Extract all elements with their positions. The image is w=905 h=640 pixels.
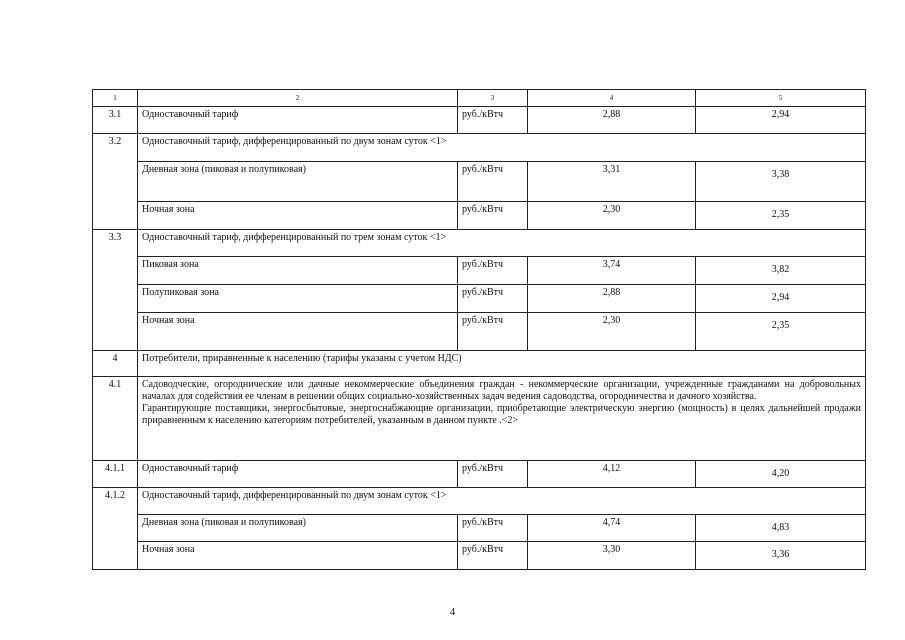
tariff-name: Одноставочный тариф, дифференцированный по двум зонам суток <1> bbox=[138, 134, 866, 162]
value-col4: 3,31 bbox=[528, 162, 696, 202]
table-row bbox=[93, 230, 866, 257]
value-col5: 2,94 bbox=[696, 285, 866, 313]
row-number: 3.1 bbox=[93, 107, 138, 134]
value-col5: 3,82 bbox=[696, 257, 866, 285]
value-col5: 3,38 bbox=[696, 162, 866, 202]
value-col4: 2,30 bbox=[528, 313, 696, 351]
table-row bbox=[93, 377, 866, 461]
unit-cell: руб./кВтч bbox=[458, 285, 528, 313]
value-col4: 2,30 bbox=[528, 202, 696, 230]
value-col5: 2,35 bbox=[696, 202, 866, 230]
table-row bbox=[93, 107, 866, 134]
value-col5: 4,83 bbox=[696, 515, 866, 542]
row-number: 4.1.2 bbox=[93, 488, 138, 570]
unit-cell: руб./кВтч bbox=[458, 542, 528, 570]
table-row bbox=[93, 134, 866, 162]
unit-cell: руб./кВтч bbox=[458, 202, 528, 230]
value-col4: 2,88 bbox=[528, 285, 696, 313]
column-number: 5 bbox=[696, 90, 866, 107]
unit-cell: руб./кВтч bbox=[458, 461, 528, 488]
section-title: Потребители, приравненные к населению (тарифы указаны с учетом НДС) bbox=[138, 351, 866, 377]
value-col4: 2,88 bbox=[528, 107, 696, 134]
description-paragraph: Садоводческие, огороднические или дачные некоммерческие объединения граждан - некоммерческие организации, учрежденные гражданами на добровольных началах для содействия ее членам в решении общих социально-хозяйственных задач ведения садоводства, огородничества и дачного хозяйства. bbox=[142, 379, 861, 402]
tariff-table bbox=[92, 89, 866, 570]
tariff-name: Одноставочный тариф, дифференцированный по двум зонам суток <1> bbox=[138, 488, 866, 515]
value-col4: 4,74 bbox=[528, 515, 696, 542]
unit-cell: руб./кВтч bbox=[458, 515, 528, 542]
consumer-description bbox=[138, 377, 866, 461]
column-number: 2 bbox=[138, 90, 458, 107]
value-col5: 4,20 bbox=[696, 461, 866, 488]
row-number: 4.1 bbox=[93, 377, 138, 461]
tariff-name: Ночная зона bbox=[138, 202, 458, 230]
unit-cell: руб./кВтч bbox=[458, 162, 528, 202]
tariff-name: Полупиковая зона bbox=[138, 285, 458, 313]
tariff-name: Ночная зона bbox=[138, 542, 458, 570]
description-paragraph: Гарантирующие поставщики, энергосбытовые, энергоснабжающие организации, приобретающие электрическую энергию (мощность) в целях дальнейшей продажи приравненным к населению категориям потребителей, указанным в данном пункте .<2> bbox=[142, 403, 861, 426]
unit-cell: руб./кВтч bbox=[458, 107, 528, 134]
tariff-name: Ночная зона bbox=[138, 313, 458, 351]
row-number: 3.2 bbox=[93, 134, 138, 230]
value-col5: 2,35 bbox=[696, 313, 866, 351]
value-col5: 2,94 bbox=[696, 107, 866, 134]
column-number: 3 bbox=[458, 90, 528, 107]
unit-cell: руб./кВтч bbox=[458, 257, 528, 285]
unit-cell: руб./кВтч bbox=[458, 313, 528, 351]
page-number: 4 bbox=[449, 606, 456, 618]
column-number-row bbox=[93, 90, 866, 107]
tariff-name: Дневная зона (пиковая и полупиковая) bbox=[138, 162, 458, 202]
table-row bbox=[93, 488, 866, 515]
table-row bbox=[93, 461, 866, 488]
tariff-name: Одноставочный тариф, дифференцированный по трем зонам суток <1> bbox=[138, 230, 866, 257]
table-row bbox=[93, 542, 866, 570]
column-number: 4 bbox=[528, 90, 696, 107]
column-number: 1 bbox=[93, 90, 138, 107]
table-row bbox=[93, 162, 866, 202]
tariff-name: Одноставочный тариф bbox=[138, 461, 458, 488]
table-row bbox=[93, 202, 866, 230]
table-row bbox=[93, 285, 866, 313]
value-col4: 4,12 bbox=[528, 461, 696, 488]
value-col5: 3,36 bbox=[696, 542, 866, 570]
table-row bbox=[93, 257, 866, 285]
tariff-name: Дневная зона (пиковая и полупиковая) bbox=[138, 515, 458, 542]
table-row bbox=[93, 351, 866, 377]
row-number: 3.3 bbox=[93, 230, 138, 351]
table-row bbox=[93, 515, 866, 542]
value-col4: 3,74 bbox=[528, 257, 696, 285]
tariff-name: Пиковая зона bbox=[138, 257, 458, 285]
tariff-name: Одноставочный тариф bbox=[138, 107, 458, 134]
row-number: 4 bbox=[93, 351, 138, 377]
value-col4: 3,30 bbox=[528, 542, 696, 570]
table-row bbox=[93, 313, 866, 351]
row-number: 4.1.1 bbox=[93, 461, 138, 488]
